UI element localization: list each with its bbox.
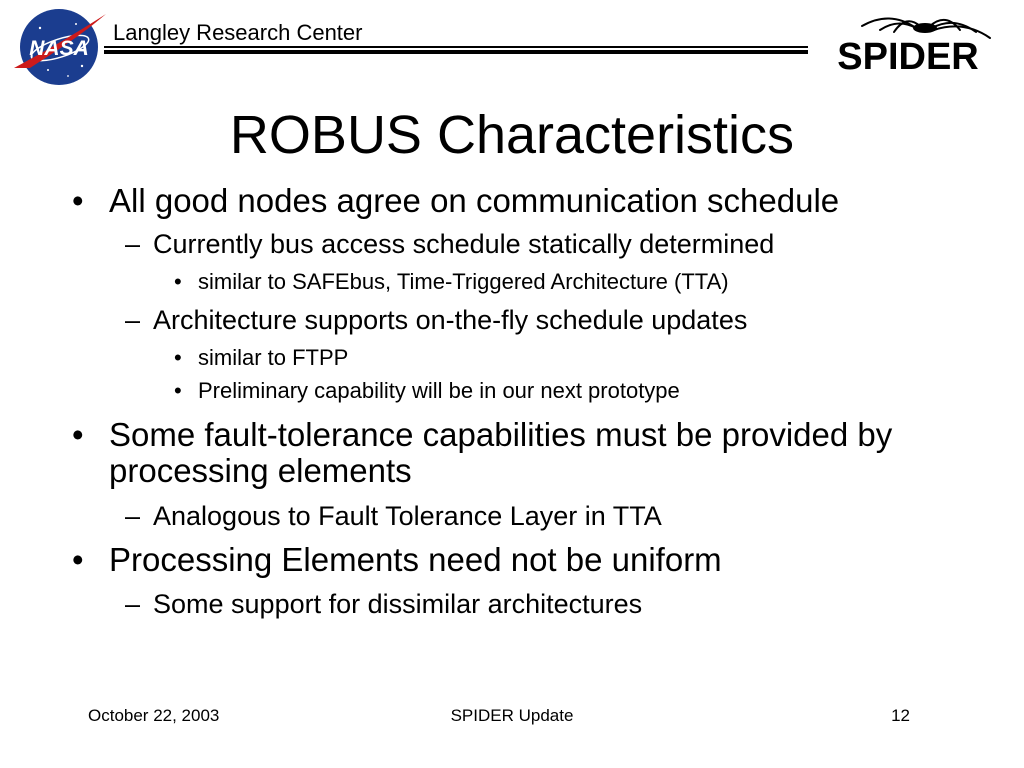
bullet-marker: – [125, 305, 141, 335]
bullet-marker: – [125, 589, 141, 619]
organization-name: Langley Research Center [113, 20, 363, 45]
bullet-marker: – [125, 229, 141, 259]
bullet-marker: • [72, 541, 84, 578]
header-rule-thin [104, 46, 808, 48]
bullet-text: processing elements [109, 452, 412, 489]
spider-logo [820, 8, 996, 78]
header-rule-thick [104, 50, 808, 54]
bullet-marker: – [125, 501, 141, 531]
nasa-logo-text: NASA [29, 37, 89, 60]
spider-logo-text: SPIDER [837, 36, 979, 78]
bullet-marker: • [174, 378, 182, 403]
bullet-text: Currently bus access schedule statically determined [153, 229, 775, 259]
bullet-text: similar to FTPP [198, 345, 349, 370]
bullet-text: similar to SAFEbus, Time-Triggered Architecture (TTA) [198, 269, 729, 294]
page-number: 12 [891, 706, 910, 725]
footer-title: SPIDER Update [450, 706, 574, 725]
bullet-marker: • [72, 416, 84, 453]
bullet-marker: • [72, 182, 84, 219]
nasa-logo [10, 6, 108, 88]
bullet-text: All good nodes agree on communication schedule [109, 182, 840, 219]
bullet-text: Architecture supports on-the-fly schedule updates [153, 305, 748, 335]
footer-date: October 22, 2003 [88, 706, 220, 725]
bullet-text: Some fault-tolerance capabilities must be provided by [109, 416, 893, 453]
bullet-text: Some support for dissimilar architectures [153, 589, 643, 619]
slide-title: ROBUS Characteristics [229, 105, 795, 165]
bullet-marker: • [174, 345, 182, 370]
bullet-marker: • [174, 269, 182, 294]
bullet-text: Processing Elements need not be uniform [109, 541, 722, 578]
bullet-text: Analogous to Fault Tolerance Layer in TTA [153, 501, 662, 531]
bullet-text: Preliminary capability will be in our next prototype [198, 378, 680, 403]
